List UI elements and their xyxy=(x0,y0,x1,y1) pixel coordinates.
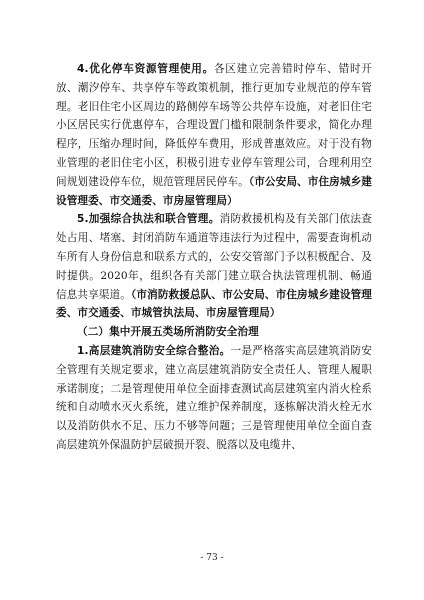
item-1-text: 一是严格落实高层建筑消防安全管理有关规定要求，建立高层建筑消防安全责任人、管理人履职承诺制度；二是管理使用单位全面排查测试高层建筑室内消火栓系统和自动喷水灭火系统，建立维护保养制度，逐栋解决消火栓无水以及消防供水不足、压力不够等问题；三是管理使用单位全面自查高层建筑外保温防护层破损开裂、脱落以及电缆井、 xyxy=(56,344,372,451)
page-number: - 73 - xyxy=(200,553,224,563)
item-4-agencies: （市公安局、市住房城乡建设管理委、市交通委、市房屋管理局） xyxy=(56,175,372,207)
item-5-text: 消防救援机构及有关部门依法查处占用、堵塞、封闭消防车通道等违法行为过程中，需要查询机动车所有人身份信息和联系方式的，公安交管部门予以积极配合、及时提供。2020年，组织各有关部门建立联合执法管理机制、畅通信息共享渠道。 xyxy=(56,213,373,301)
paragraph-parking-management xyxy=(56,60,372,210)
paragraph-joint-enforcement xyxy=(56,210,372,323)
paragraph-high-rise-safety xyxy=(56,342,372,455)
item-5-heading: 5.加强综合执法和联合管理。 xyxy=(77,213,220,226)
document-body xyxy=(56,60,372,455)
item-5-agencies: （市消防救援总队、市公安局、市住房城乡建设管理委、市交通委、市城管执法局、市房屋管理局） xyxy=(56,288,373,320)
section-subheading: （二）集中开展五类场所消防安全治理 xyxy=(77,326,259,339)
item-4-text: 各区建立完善错时停车、错时开放、潮汐停车、共享停车等政策机制，推行更加专业规范的停车管理。老旧住宅小区周边的路侧停车场等公共停车设施，对老旧住宅小区居民实行优惠停车，合理设置门槛和限制条件要求，简化办理程序，压缩办理时间，降低停车费用，形成普惠效应。对于没有物业管理的老旧住宅小区，积极引进专业停车管理公司，合理利用空间规划建设停车位，规范管理居民停车。 xyxy=(56,63,372,188)
item-4-heading: 4.优化停车资源管理使用。 xyxy=(77,63,214,75)
item-1-heading: 1.高层建筑消防安全综合整治。 xyxy=(77,344,231,357)
